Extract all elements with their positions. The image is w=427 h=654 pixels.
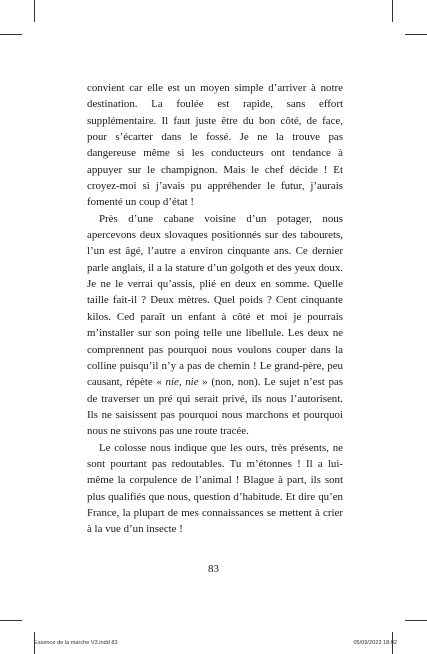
slug-file-info: Essence de la marche V3.indd 83 <box>34 640 118 646</box>
crop-mark <box>405 620 427 621</box>
crop-mark <box>0 620 22 621</box>
crop-mark <box>405 34 427 35</box>
crop-mark <box>0 34 22 35</box>
crop-mark <box>392 0 393 22</box>
paragraph: convient car elle est un moyen simple d’arriver à notre destination. La foulée est rapide, sans effort supplémentaire. Il faut juste être du bon côté, de face, pour s’écarter dans le fossé. Je ne la trouve pas dangereuse même si les conducteurs ont tendance à appuyer sur le champignon. Mais le chef décide ! Et croyez-moi si j’avais pu appréhender le futur, j’aurais fomenté un coup d’état ! <box>87 82 343 209</box>
crop-mark <box>34 0 35 22</box>
slug-timestamp: 05/09/2023 18:02 <box>353 640 397 646</box>
emphasis: nie, nie <box>165 376 199 389</box>
body-text <box>87 80 343 538</box>
page-number: 83 <box>208 563 219 575</box>
paragraph: Près d’une cabane voisine d’un potager, nous apercevons deux slovaques positionnés sur des tabourets, l’un est âgé, l’autre a environ cinquante ans. Ce dernier parle anglais, il a la stature d’un golgoth et des yeux doux. Je ne le verrai qu’assis, plié en deux en somme. Quelle taille fait-il ? Deux mètres. Quel poids ? Cent cinquante kilos. Ced paraît un enfant à côté et moi je pourrais m’installer sur son poing telle une libellule. Les deux ne comprennent pas pourquoi nous voulons couper dans la colline puisqu’il n’y a pas de chemin ! Le grand-père, peu causant, répète « nie, nie » (non, non). Le sujet n’est pas de traverser un pré qui serait privé, ils nous l’autorisent. Ils ne saisissent pas pourquoi nous marchons et pourquoi nous ne suivons pas une route tracée. <box>87 212 343 438</box>
paragraph: Le colosse nous indique que les ours, très présents, ne sont pourtant pas redoutables. Tu m’étonnes ! Il a lui-même la corpulence de l’animal ! Blague à part, ils sont plus qualifiés que nous, question d’habitude. Et dire qu’en France, la plupart de mes connaissances se mettent à crier à la vue d’un insecte ! <box>87 441 343 536</box>
